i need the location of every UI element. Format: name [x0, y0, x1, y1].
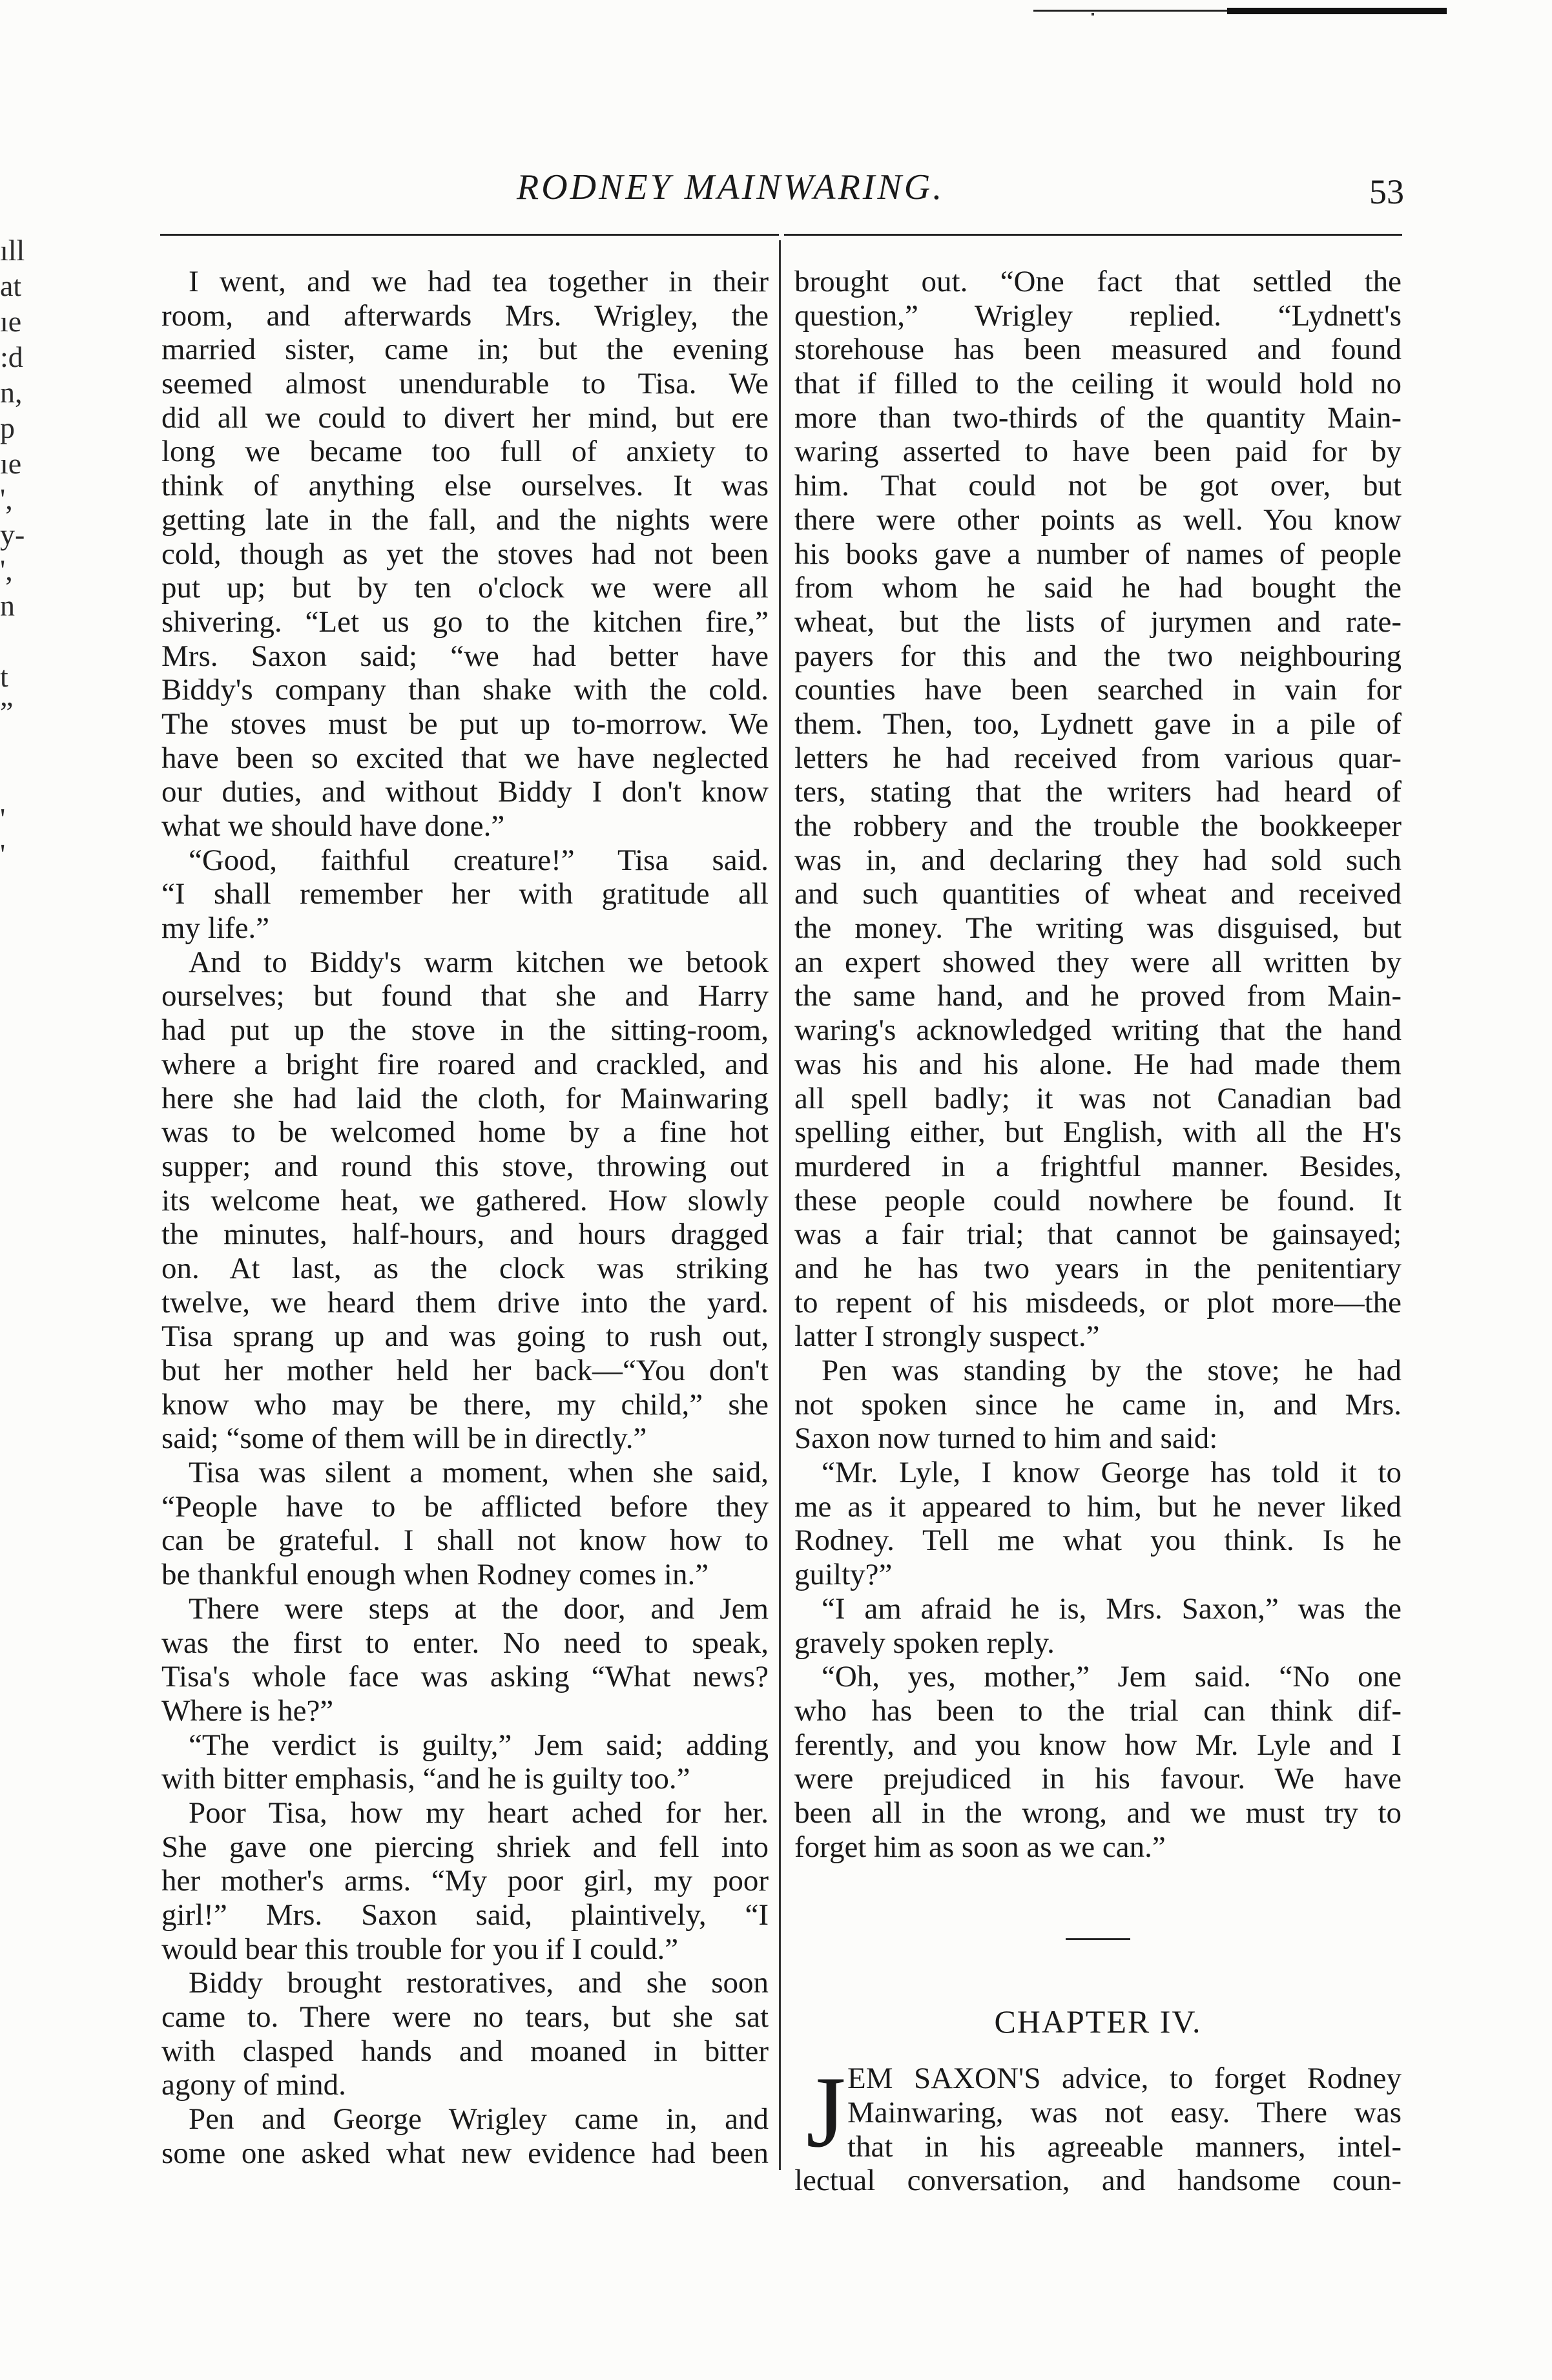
text-line: what we should have done.”: [161, 809, 505, 843]
margin-fragment: ': [0, 838, 6, 871]
text-line: Rodney. Tell me what you think. Is he: [794, 1524, 1402, 1558]
text-line: Saxon now turned to him and said:: [794, 1422, 1218, 1456]
text-line: room, and afterwards Mrs. Wrigley, the: [161, 298, 769, 333]
margin-fragment: [0, 730, 45, 765]
text-line: brought out. “One fact that settled the: [794, 265, 1402, 298]
text-line: Tisa was silent a moment, when she said,: [189, 1456, 769, 1490]
text-line: shivering. “Let us go to the kitchen fire,”: [161, 605, 769, 639]
text-line: her mother's arms. “My poor girl, my poor: [161, 1864, 769, 1898]
margin-fragment: ',: [0, 554, 13, 586]
margin-fragment: :d: [0, 340, 23, 373]
margin-fragment: p: [0, 411, 15, 444]
text-line: getting late in the fall, and the nights were: [161, 502, 769, 537]
text-line: them. Then, too, Lydnett gave in a pile of: [794, 707, 1402, 741]
margin-fragment: at: [0, 269, 22, 302]
text-line: but her mother held her back—“You don't: [161, 1354, 769, 1387]
text-line: I went, and we had tea together in their: [189, 265, 769, 298]
header-rule-right: [784, 234, 1402, 236]
text-line: ourselves; but found that she and Harry: [161, 979, 769, 1013]
text-line: Pen was standing by the stove; he had: [822, 1354, 1402, 1387]
text-line: counties have been searched in vain for: [794, 673, 1402, 707]
text-line: were prejudiced in his favour. We have: [794, 1762, 1402, 1796]
text-line: and he has two years in the penitentiary: [794, 1251, 1402, 1285]
text-line: payers for this and the two neighbouring: [794, 639, 1402, 673]
text-line: that if filled to the ceiling it would hold no: [794, 367, 1402, 401]
text-line: said; “some of them will be in directly.”: [161, 1422, 647, 1456]
text-line: its welcome heat, we gathered. How slowly: [161, 1183, 769, 1217]
text-line: would bear this trouble for you if I could.”: [161, 1932, 679, 1966]
text-line: came to. There were no tears, but she sat: [161, 2000, 769, 2034]
text-line: with bitter emphasis, “and he is guilty too.”: [161, 1762, 690, 1796]
margin-fragment: n,: [0, 376, 23, 409]
text-line: Pen and George Wrigley came in, and: [189, 2102, 769, 2137]
text-line: Biddy's company than shake with the cold.: [161, 673, 769, 707]
text-line: Mrs. Saxon said; “we had better have: [161, 639, 769, 673]
text-line: my life.”: [161, 911, 270, 946]
text-line: married sister, came in; but the evening: [161, 333, 769, 367]
text-line: was to be welcomed home by a fine hot: [161, 1115, 769, 1150]
text-line: that in his agreeable manners, intel-: [847, 2129, 1402, 2164]
margin-fragment: y-: [0, 518, 25, 551]
text-line: “People have to be afflicted before they: [161, 1489, 769, 1524]
margin-fragment: ”: [0, 696, 14, 729]
text-line: where a bright fire roared and crackled, and: [161, 1047, 769, 1081]
text-line: these people could nowhere be found. It: [794, 1183, 1402, 1217]
margin-fragment: ',: [0, 482, 13, 515]
text-line: the minutes, half-hours, and hours dragged: [161, 1217, 769, 1252]
text-line: gravely spoken reply.: [794, 1626, 1055, 1660]
text-line: seemed almost unendurable to Tisa. We: [161, 367, 769, 401]
text-line: spelling either, but English, with all the H's: [794, 1115, 1402, 1150]
text-line: who has been to the trial can think dif-: [794, 1693, 1402, 1728]
text-line: “Good, faithful creature!” Tisa said.: [189, 843, 769, 877]
text-line: She gave one piercing shriek and fell into: [161, 1830, 769, 1864]
text-line: “Mr. Lyle, I know George has told it to: [822, 1456, 1402, 1490]
text-line: forget him as soon as we can.”: [794, 1830, 1166, 1864]
text-line: ters, stating that the writers had heard of: [794, 775, 1402, 809]
text-line: the robbery and the trouble the bookkeeper: [794, 809, 1402, 843]
text-line: agony of mind.: [161, 2068, 346, 2102]
margin-fragment: [0, 623, 45, 659]
text-line: can be grateful. I shall not know how to: [161, 1524, 769, 1558]
left-text-column: [161, 265, 769, 2171]
chapter-heading: CHAPTER IV.: [994, 2003, 1202, 2040]
text-line: have been so excited that we have neglected: [161, 741, 769, 775]
text-line: be thankful enough when Rodney comes in.”: [161, 1558, 709, 1592]
text-line: girl!” Mrs. Saxon said, plaintively, “I: [161, 1898, 769, 1932]
text-line: Biddy brought restoratives, and she soon: [189, 1966, 769, 2000]
text-line: cold, though as yet the stoves had not been: [161, 537, 769, 571]
text-line: Where is he?”: [161, 1693, 334, 1728]
text-line: know who may be there, my child,” she: [161, 1387, 769, 1422]
margin-fragment: t: [0, 660, 8, 693]
text-line: lectual conversation, and handsome coun-: [794, 2164, 1402, 2198]
text-line: was the first to enter. No need to speak,: [161, 1626, 769, 1660]
text-line: me as it appeared to him, but he never liked: [794, 1489, 1402, 1524]
text-line: an expert showed they were all written by: [794, 945, 1402, 979]
text-line: The stoves must be put up to-morrow. We: [161, 707, 769, 741]
text-line: the money. The writing was disguised, but: [794, 911, 1402, 946]
text-line: was in, and declaring they had sold such: [794, 843, 1402, 877]
text-line: Tisa sprang up and was going to rush out,: [161, 1319, 769, 1354]
text-line: Poor Tisa, how my heart ached for her.: [189, 1795, 769, 1830]
margin-fragment: ıe: [0, 305, 22, 338]
text-line: And to Biddy's warm kitchen we betook: [189, 945, 769, 979]
page-number: 53: [1369, 172, 1404, 211]
margin-fragment: ıll: [0, 234, 25, 267]
text-line: letters he had received from various quar-: [794, 741, 1402, 775]
text-line: more than two-thirds of the quantity Main-: [794, 400, 1402, 435]
margin-fragment: ıe: [0, 447, 22, 480]
margin-fragment: [0, 765, 45, 801]
text-line: his books gave a number of names of people: [794, 537, 1402, 571]
header-rule-left: [160, 234, 779, 236]
text-line: storehouse has been measured and found: [794, 333, 1402, 367]
column-divider: [779, 240, 781, 2170]
text-line: and such quantities of wheat and received: [794, 877, 1402, 911]
text-line: guilty?”: [794, 1558, 893, 1592]
text-line: question,” Wrigley replied. “Lydnett's: [794, 298, 1402, 333]
running-header-title: RODNEY MAINWARING.: [517, 167, 945, 207]
text-line: wheat, but the lists of jurymen and rate-: [794, 605, 1402, 639]
chapter-opening-paragraph: [794, 2056, 1402, 2198]
text-line: murdered in a frightful manner. Besides,: [794, 1149, 1402, 1183]
text-line: “Oh, yes, mother,” Jem said. “No one: [822, 1660, 1402, 1694]
text-line: There were steps at the door, and Jem: [189, 1591, 769, 1626]
text-line: EM SAXON'S advice, to forget Rodney: [847, 2062, 1402, 2096]
text-line: Tisa's whole face was asking “What news?: [161, 1660, 769, 1694]
right-text-column: [794, 265, 1402, 2198]
text-line: “I am afraid he is, Mrs. Saxon,” was the: [822, 1591, 1402, 1626]
text-line: here she had laid the cloth, for Mainwaring: [161, 1081, 769, 1115]
text-line: with clasped hands and moaned in bitter: [161, 2034, 769, 2068]
text-line: not spoken since he came in, and Mrs.: [794, 1387, 1402, 1422]
text-line: some one asked what new evidence had been: [161, 2136, 769, 2170]
text-line: had put up the stove in the sitting-room,: [161, 1013, 769, 1048]
left-margin-bleed: [0, 233, 45, 872]
text-line: long we became too full of anxiety to: [161, 435, 769, 469]
text-line: was his and his alone. He had made them: [794, 1047, 1402, 1081]
text-line: our duties, and without Biddy I don't know: [161, 775, 769, 809]
drop-cap-letter: J: [806, 2056, 846, 2169]
text-line: ferently, and you know how Mr. Lyle and I: [794, 1728, 1402, 1762]
chapter-separator-rule: [1066, 1938, 1130, 1940]
margin-fragment: ': [0, 802, 6, 835]
text-line: to repent of his misdeeds, or plot more—the: [794, 1285, 1402, 1319]
margin-fragment: n: [0, 589, 15, 622]
text-line: waring asserted to have been paid for by: [794, 435, 1402, 469]
text-line: did all we could to divert her mind, but ere: [161, 400, 769, 435]
top-edge-smudge: [1033, 6, 1447, 16]
text-line: supper; and round this stove, throwing out: [161, 1149, 769, 1183]
text-line: “I shall remember her with gratitude all: [161, 877, 769, 911]
text-line: from whom he said he had bought the: [794, 571, 1402, 605]
text-line: the same hand, and he proved from Main-: [794, 979, 1402, 1013]
text-line: been all in the wrong, and we must try to: [794, 1795, 1402, 1830]
text-line: there were other points as well. You know: [794, 502, 1402, 537]
text-line: on. At last, as the clock was striking: [161, 1251, 769, 1285]
text-line: all spell badly; it was not Canadian bad: [794, 1081, 1402, 1115]
text-line: Mainwaring, was not easy. There was: [847, 2096, 1402, 2129]
text-line: “The verdict is guilty,” Jem said; adding: [189, 1728, 769, 1762]
text-line: twelve, we heard them drive into the yard.: [161, 1285, 769, 1319]
text-line: put up; but by ten o'clock we were all: [161, 571, 769, 605]
text-line: waring's acknowledged writing that the hand: [794, 1013, 1402, 1048]
text-line: was a fair trial; that cannot be gainsayed;: [794, 1217, 1402, 1252]
text-line: him. That could not be got over, but: [794, 469, 1402, 503]
text-line: latter I strongly suspect.”: [794, 1319, 1100, 1354]
text-line: think of anything else ourselves. It was: [161, 469, 769, 503]
